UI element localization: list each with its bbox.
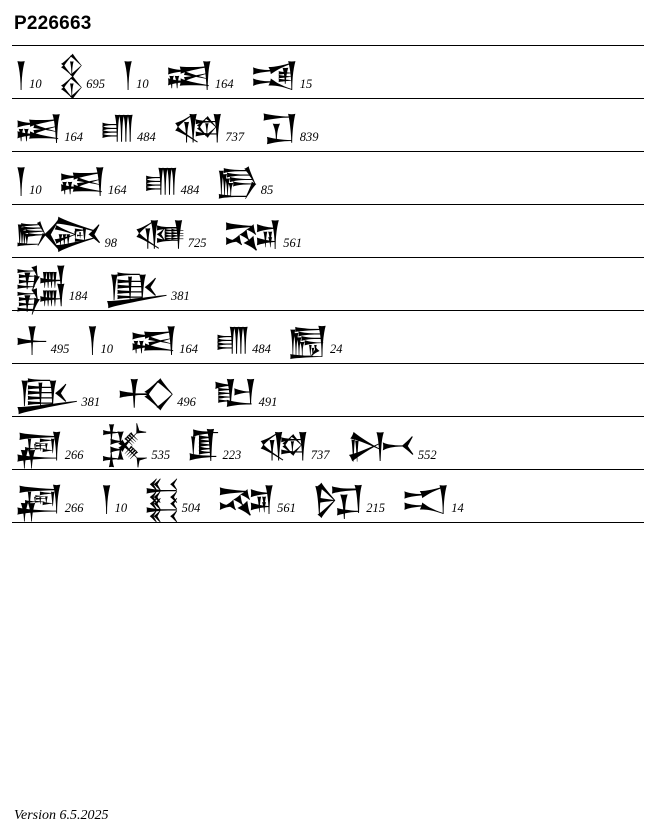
cuneiform-sign: 𒂠: [186, 426, 222, 467]
sign-number: 484: [180, 183, 200, 198]
sign-group[interactable]: [14, 161, 42, 202]
cuneiform-sign: 𒉉: [216, 479, 277, 520]
sign-group[interactable]: [345, 426, 437, 467]
sign-group[interactable]: [286, 320, 343, 361]
sign-group[interactable]: [171, 108, 245, 149]
text-line: [12, 364, 644, 416]
sign-number: 10: [136, 77, 149, 92]
sign-group[interactable]: [142, 161, 200, 202]
sign-number: 381: [170, 289, 190, 304]
text-line: [12, 46, 644, 98]
sign-number: 215: [366, 501, 385, 516]
sign-group[interactable]: [214, 320, 271, 361]
cuneiform-sign: 𒂖: [311, 479, 366, 520]
sign-group[interactable]: [311, 479, 385, 520]
sign-group[interactable]: [143, 479, 201, 520]
sign-group[interactable]: [14, 108, 83, 149]
sign-number: 484: [137, 130, 156, 145]
cuneiform-sign: 𒈭: [143, 479, 181, 520]
sign-number: 496: [177, 395, 196, 410]
sign-number: 184: [68, 289, 88, 304]
sign-group[interactable]: [120, 55, 149, 96]
cuneiform-sign: 𒁹: [14, 161, 29, 202]
sign-number: 839: [299, 130, 319, 145]
sign-group[interactable]: [14, 373, 101, 414]
sign-number: 14: [451, 501, 464, 516]
sign-number: 737: [225, 130, 245, 145]
page-title: P226663: [14, 13, 92, 34]
cuneiform-sign: 𒆥: [14, 373, 81, 414]
sign-number: 381: [81, 395, 101, 410]
cuneiform-sign: 𒊝: [132, 214, 187, 255]
sign-group[interactable]: [132, 214, 207, 255]
sign-group[interactable]: [249, 55, 313, 96]
cuneiform-sign: 𒃀: [14, 479, 64, 520]
cuneiform-sign: 𒁢: [14, 214, 104, 255]
cuneiform-sign: 𒈛: [98, 108, 137, 149]
sign-number: 98: [104, 236, 117, 251]
text-line: [12, 470, 644, 522]
sign-group[interactable]: [14, 55, 42, 96]
sign-group[interactable]: [14, 479, 84, 520]
sign-number: 10: [29, 183, 42, 198]
sign-number: 495: [50, 342, 70, 357]
line-separator: [12, 522, 644, 523]
cuneiform-sign: 𒈛: [214, 320, 252, 361]
cuneiform-sign: 𒁹: [85, 320, 100, 361]
sign-group[interactable]: [103, 267, 190, 308]
cuneiform-sign: 𒁹: [120, 55, 136, 96]
sign-number: 85: [260, 183, 274, 198]
sign-number: 10: [114, 501, 128, 516]
text-line: [12, 258, 644, 310]
sign-number: 164: [64, 130, 83, 145]
sign-number: 561: [283, 236, 302, 251]
transliteration-lines: [12, 45, 644, 523]
cuneiform-sign: 𒀋: [249, 55, 299, 96]
cuneiform-sign: 𒁹: [99, 479, 114, 520]
sign-number: 266: [64, 448, 84, 463]
sign-group[interactable]: [257, 426, 330, 467]
cuneiform-sign: 𒀜: [14, 108, 64, 149]
sign-number: 491: [258, 395, 278, 410]
sign-number: 535: [151, 448, 171, 463]
cuneiform-sign: 𒁖: [215, 161, 260, 202]
sign-number: 695: [86, 77, 105, 92]
cuneiform-sign: 𒈛: [142, 161, 180, 202]
sign-group[interactable]: [260, 108, 319, 149]
sign-group[interactable]: [400, 479, 464, 520]
sign-group[interactable]: [129, 320, 198, 361]
cuneiform-sign: 𒉄: [345, 426, 417, 467]
sign-number: 15: [299, 77, 313, 92]
cuneiform-sign: 𒀜: [57, 161, 107, 202]
cuneiform-sign: 𒂌: [14, 267, 68, 308]
cuneiform-sign: 𒈸: [99, 426, 151, 467]
cuneiform-sign: 𒁹: [14, 55, 29, 96]
text-line: [12, 311, 644, 363]
sign-number: 10: [29, 77, 42, 92]
sign-group[interactable]: [215, 161, 274, 202]
text-line: [12, 205, 644, 257]
sign-group[interactable]: [57, 161, 127, 202]
sign-group[interactable]: [116, 373, 196, 414]
sign-group[interactable]: [14, 426, 84, 467]
cuneiform-sign: 𒀜: [129, 320, 179, 361]
sign-number: 24: [330, 342, 343, 357]
sign-group[interactable]: [186, 426, 242, 467]
sign-number: 504: [181, 501, 201, 516]
sign-number: 164: [107, 183, 127, 198]
sign-group[interactable]: [222, 214, 302, 255]
cuneiform-sign: 𒂏: [286, 320, 330, 361]
sign-group[interactable]: [14, 320, 70, 361]
cuneiform-sign: 𒈦: [14, 320, 50, 361]
sign-number: 164: [179, 342, 198, 357]
text-line: [12, 99, 644, 151]
sign-group[interactable]: [14, 267, 88, 308]
sign-number: 164: [214, 77, 234, 92]
sign-group[interactable]: [211, 373, 278, 414]
sign-number: 737: [310, 448, 330, 463]
sign-group[interactable]: [85, 320, 114, 361]
cuneiform-sign: 𒊣: [171, 108, 225, 149]
cuneiform-sign: 𒉭: [57, 55, 86, 96]
sign-number: 725: [187, 236, 207, 251]
cuneiform-sign: 𒃀: [14, 426, 64, 467]
sign-group[interactable]: [14, 214, 117, 255]
sign-group[interactable]: [99, 426, 171, 467]
cuneiform-sign: 𒊣: [257, 426, 310, 467]
version-label: Version 6.5.2025: [14, 808, 109, 823]
sign-group[interactable]: [216, 479, 296, 520]
sign-number: 484: [252, 342, 271, 357]
cuneiform-sign: 𒈢: [211, 373, 258, 414]
sign-number: 223: [222, 448, 242, 463]
cuneiform-sign: 𒉉: [222, 214, 283, 255]
text-line: [12, 417, 644, 469]
sign-number: 561: [277, 501, 296, 516]
cuneiform-sign: 𒈧: [116, 373, 177, 414]
sign-group[interactable]: [57, 55, 105, 96]
sign-group[interactable]: [98, 108, 156, 149]
cuneiform-sign: 𒆥: [103, 267, 170, 308]
text-line: [12, 152, 644, 204]
cuneiform-sign: 𒀊: [400, 479, 451, 520]
cuneiform-sign: 𒋛: [260, 108, 299, 149]
sign-group[interactable]: [99, 479, 128, 520]
sign-number: 266: [64, 501, 84, 516]
sign-number: 552: [417, 448, 437, 463]
sign-group[interactable]: [164, 55, 234, 96]
sign-number: 10: [100, 342, 114, 357]
cuneiform-sign: 𒀜: [164, 55, 214, 96]
